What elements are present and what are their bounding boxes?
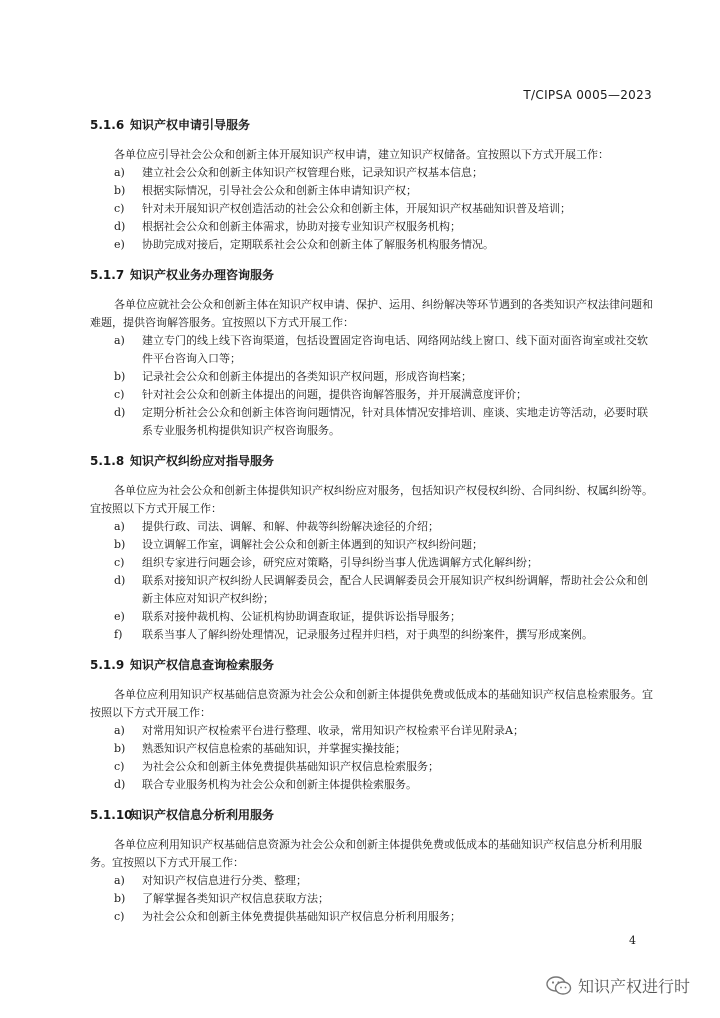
section-number: 5.1.8 bbox=[90, 454, 125, 468]
section-intro: 各单位应为社会公众和创新主体提供知识产权纠纷应对服务，包括知识产权侵权纠纷、合同纠纷、权属纠纷等。宜按照以下方式开展工作： bbox=[90, 484, 653, 515]
item-letter: d) bbox=[114, 778, 126, 791]
item-text: 联合专业服务机构为社会公众和创新主体提供检索服务。 bbox=[142, 778, 417, 791]
item-text: 提供行政、司法、调解、和解、仲裁等纠纷解决途径的介绍； bbox=[142, 520, 439, 533]
list-item bbox=[90, 368, 654, 386]
document-body bbox=[90, 114, 654, 936]
item-letter: d) bbox=[114, 574, 126, 587]
list-item bbox=[90, 332, 654, 368]
item-list bbox=[90, 872, 654, 926]
item-text: 定期分析社会公众和创新主体咨询问题情况，针对具体情况安排培训、座谈、实地走访等活动，必要时联系专业服务机构提供知识产权咨询服务。 bbox=[142, 406, 648, 437]
item-letter: c) bbox=[114, 556, 125, 569]
section-5-1-6 bbox=[90, 114, 654, 254]
section-number: 5.1.10 bbox=[90, 808, 133, 822]
item-letter: a) bbox=[114, 166, 125, 179]
item-text: 联系对接仲裁机构、公证机构协助调查取证，提供诉讼指导服务； bbox=[142, 610, 461, 623]
item-text: 协助完成对接后，定期联系社会公众和创新主体了解服务机构服务情况。 bbox=[142, 238, 494, 251]
document-code: T/CIPSA 0005—2023 bbox=[523, 88, 652, 102]
section-heading bbox=[90, 450, 654, 472]
list-item bbox=[90, 740, 654, 758]
section-intro: 各单位应利用知识产权基础信息资源为社会公众和创新主体提供免费或低成本的基础知识产权信息分析利用服务。宜按照以下方式开展工作： bbox=[90, 838, 642, 869]
item-letter: c) bbox=[114, 202, 125, 215]
list-item bbox=[90, 554, 654, 572]
item-letter: c) bbox=[114, 388, 125, 401]
section-title: 知识产权信息分析利用服务 bbox=[130, 808, 275, 822]
list-item bbox=[90, 776, 654, 794]
item-text: 对常用知识产权检索平台进行整理、收录，常用知识产权检索平台详见附录A； bbox=[142, 724, 524, 737]
item-letter: b) bbox=[114, 370, 126, 383]
item-letter: b) bbox=[114, 742, 126, 755]
item-list bbox=[90, 332, 654, 440]
section-title: 知识产权申请引导服务 bbox=[130, 118, 251, 132]
section-intro: 各单位应就社会公众和创新主体在知识产权申请、保护、运用、纠纷解决等环节遇到的各类知识产权法律问题和难题，提供咨询解答服务。宜按照以下方式开展工作： bbox=[90, 298, 653, 329]
item-letter: a) bbox=[114, 724, 125, 737]
list-item bbox=[90, 518, 654, 536]
list-item bbox=[90, 758, 654, 776]
list-item bbox=[90, 404, 654, 440]
section-title: 知识产权纠纷应对指导服务 bbox=[130, 454, 275, 468]
section-title: 知识产权业务办理咨询服务 bbox=[130, 268, 275, 282]
section-heading bbox=[90, 264, 654, 286]
list-item bbox=[90, 890, 654, 908]
section-5-1-9 bbox=[90, 654, 654, 794]
list-item bbox=[90, 572, 654, 608]
watermark bbox=[546, 974, 690, 997]
item-letter: e) bbox=[114, 610, 125, 623]
section-5-1-8 bbox=[90, 450, 654, 644]
item-text: 组织专家进行问题会诊，研究应对策略，引导纠纷当事人优选调解方式化解纠纷； bbox=[142, 556, 538, 569]
wechat-logo-icon bbox=[546, 976, 572, 996]
list-item bbox=[90, 608, 654, 626]
list-item bbox=[90, 908, 654, 926]
item-letter: e) bbox=[114, 238, 125, 251]
item-letter: a) bbox=[114, 334, 125, 347]
section-heading bbox=[90, 804, 654, 826]
item-text: 设立调解工作室，调解社会公众和创新主体遇到的知识产权纠纷问题； bbox=[142, 538, 483, 551]
item-text: 建立专门的线上线下咨询渠道，包括设置固定咨询电话、网络网站线上窗口、线下面对面咨询室或社交软件平台咨询入口等； bbox=[142, 334, 648, 365]
section-5-1-10 bbox=[90, 804, 654, 926]
item-text: 为社会公众和创新主体免费提供基础知识产权信息分析利用服务； bbox=[142, 910, 461, 923]
section-5-1-7 bbox=[90, 264, 654, 440]
section-intro: 各单位应引导社会公众和创新主体开展知识产权申请，建立知识产权储备。宜按照以下方式开展工作： bbox=[114, 148, 609, 161]
list-item bbox=[90, 164, 654, 182]
list-item bbox=[90, 386, 654, 404]
item-letter: a) bbox=[114, 520, 125, 533]
item-letter: c) bbox=[114, 760, 125, 773]
page-number: 4 bbox=[629, 934, 636, 947]
item-text: 建立社会公众和创新主体知识产权管理台账，记录知识产权基本信息； bbox=[142, 166, 483, 179]
item-letter: a) bbox=[114, 874, 125, 887]
list-item bbox=[90, 236, 654, 254]
item-text: 针对未开展知识产权创造活动的社会公众和创新主体，开展知识产权基础知识普及培训； bbox=[142, 202, 571, 215]
item-text: 了解掌握各类知识产权信息获取方法； bbox=[142, 892, 329, 905]
item-text: 为社会公众和创新主体免费提供基础知识产权信息检索服务； bbox=[142, 760, 439, 773]
item-text: 熟悉知识产权信息检索的基础知识，并掌握实操技能； bbox=[142, 742, 406, 755]
item-text: 联系对接知识产权纠纷人民调解委员会，配合人民调解委员会开展知识产权纠纷调解，帮助社会公众和创新主体应对知识产权纠纷； bbox=[142, 574, 648, 605]
item-text: 针对社会公众和创新主体提出的问题，提供咨询解答服务，并开展满意度评价； bbox=[142, 388, 527, 401]
section-number: 5.1.9 bbox=[90, 658, 125, 672]
item-list bbox=[90, 164, 654, 254]
list-item bbox=[90, 626, 654, 644]
item-text: 联系当事人了解纠纷处理情况，记录服务过程并归档，对于典型的纠纷案件，撰写形成案例。 bbox=[142, 628, 593, 641]
item-list bbox=[90, 722, 654, 794]
list-item bbox=[90, 200, 654, 218]
section-number: 5.1.7 bbox=[90, 268, 125, 282]
list-item bbox=[90, 872, 654, 890]
item-letter: d) bbox=[114, 220, 126, 233]
item-list bbox=[90, 518, 654, 644]
item-letter: b) bbox=[114, 184, 126, 197]
item-text: 记录社会公众和创新主体提出的各类知识产权问题，形成咨询档案； bbox=[142, 370, 472, 383]
section-title: 知识产权信息查询检索服务 bbox=[130, 658, 275, 672]
item-text: 根据实际情况，引导社会公众和创新主体申请知识产权； bbox=[142, 184, 417, 197]
section-heading bbox=[90, 654, 654, 676]
watermark-text: 知识产权进行时 bbox=[577, 977, 690, 996]
item-letter: f) bbox=[114, 628, 123, 641]
list-item bbox=[90, 218, 654, 236]
item-letter: b) bbox=[114, 892, 126, 905]
item-letter: d) bbox=[114, 406, 126, 419]
section-heading bbox=[90, 114, 654, 136]
section-number: 5.1.6 bbox=[90, 118, 125, 132]
item-text: 对知识产权信息进行分类、整理； bbox=[142, 874, 307, 887]
item-letter: b) bbox=[114, 538, 126, 551]
item-text: 根据社会公众和创新主体需求，协助对接专业知识产权服务机构； bbox=[142, 220, 461, 233]
section-intro: 各单位应利用知识产权基础信息资源为社会公众和创新主体提供免费或低成本的基础知识产权信息检索服务。宜按照以下方式开展工作： bbox=[90, 688, 653, 719]
item-letter: c) bbox=[114, 910, 125, 923]
list-item bbox=[90, 722, 654, 740]
list-item bbox=[90, 182, 654, 200]
list-item bbox=[90, 536, 654, 554]
